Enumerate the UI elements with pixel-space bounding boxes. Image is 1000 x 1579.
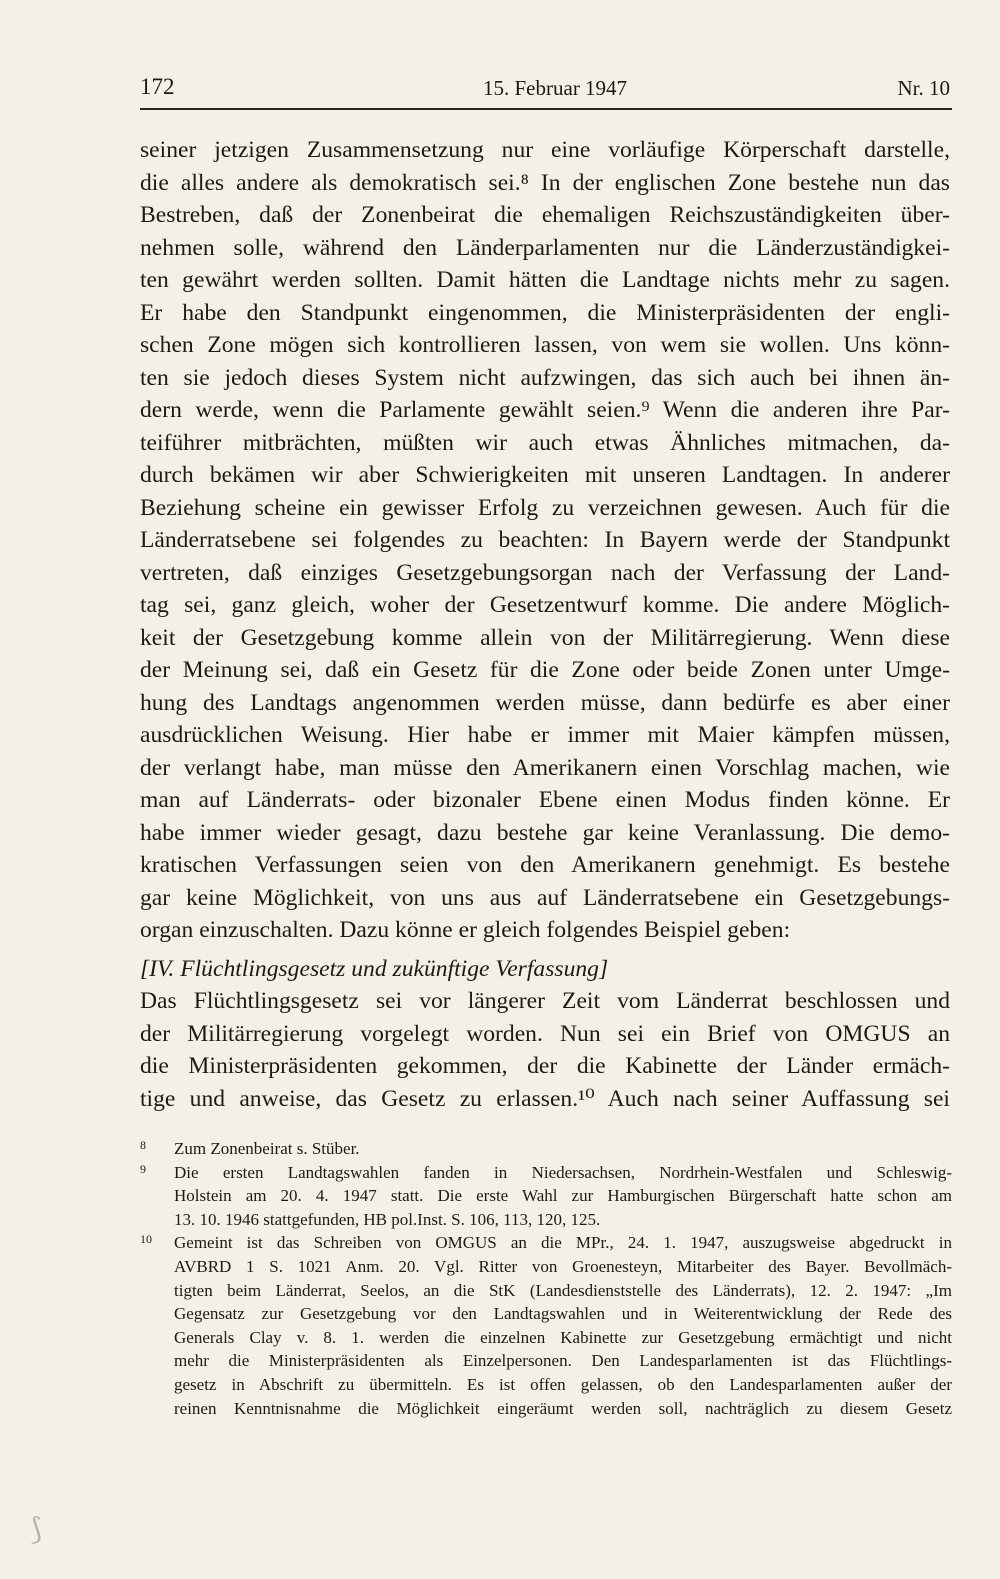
footnote-line: Die ersten Landtagswahlen fanden in Niedersachsen, Nordrhein-Westfalen und Schleswig- <box>174 1162 952 1182</box>
text-line: man auf Länderrats- oder bizonaler Ebene einen Modus finden könne. Er <box>140 787 950 813</box>
text-line: gar keine Möglichkeit, von uns aus auf Länderratsebene ein Gesetzgebungs- <box>140 884 950 911</box>
footnote-line: gesetz in Abschrift zu übermitteln. Es ist offen gelassen, ob den Landesparlamenten außer der <box>174 1374 952 1394</box>
footnote-number: 8 <box>140 1138 146 1152</box>
text-line: Das Flüchtlingsgesetz sei vor längerer Zeit vom Länderrat beschlossen und <box>140 988 950 1014</box>
text-line: der Meinung sei, daß ein Gesetz für die Zone oder beide Zonen unter Umge- <box>140 657 950 683</box>
section-heading: [IV. Flüchtlingsgesetz und zukünftige Verfassung] <box>140 955 609 982</box>
text-line: keit der Gesetzgebung komme allein von der Militärregierung. Wenn diese <box>140 624 950 651</box>
footnote-number: 9 <box>140 1161 146 1176</box>
document-number: Nr. 10 <box>897 76 950 100</box>
page-corner-mark: ⟆ <box>30 1513 42 1546</box>
footnote-line: Generals Clay v. 8. 1. werden die einzelnen Kabinette zur Gesetzgebung ermächtigt und nicht <box>174 1327 952 1347</box>
header-date: 15. Februar 1947 <box>483 76 628 100</box>
text-line: durch bekämen wir aber Schwierigkeiten mit unseren Landtagen. In anderer <box>140 462 950 488</box>
text-line: der Militärregierung vorgelegt worden. Nun sei ein Brief von OMGUS an <box>140 1020 950 1047</box>
text-line: schen Zone mögen sich kontrollieren lassen, von wem sie wollen. Uns könn- <box>140 332 950 358</box>
text-line: Bestreben, daß der Zonenbeirat die ehemaligen Reichszuständigkeiten über- <box>140 202 950 228</box>
footnote-number: 10 <box>140 1232 152 1247</box>
footnotes <box>140 1137 952 1420</box>
text-line: Länderratsebene sei folgendes zu beachten: In Bayern werde der Standpunkt <box>140 527 950 553</box>
footnote-line: Holstein am 20. 4. 1947 statt. Die erste Wahl zur Hamburgischen Bürgerschaft hatte schon am <box>174 1186 952 1206</box>
text-line: kratischen Verfassungen seien von den Amerikanern genehmigt. Es bestehe <box>140 852 950 878</box>
footnote-line: tigten beim Länderrat, Seelos, an die StK (Landesdienststelle des Länderrats), 12. 2. 1947: „Im <box>174 1280 952 1300</box>
text-line: habe immer wieder gesagt, dazu bestehe gar keine Veranlassung. Die demo- <box>140 819 950 846</box>
footnote <box>140 1137 952 1161</box>
footnote-line: AVBRD 1 S. 1021 Anm. 20. Vgl. Ritter von Groenesteyn, Mitarbeiter des Bayer. Bevollmäch- <box>174 1256 952 1276</box>
text-line: teiführer mitbrächten, müßten wir auch etwas Ähnliches mitmachen, da- <box>140 429 950 456</box>
footnote-line: Gemeint ist das Schreiben von OMGUS an die MPr., 24. 1. 1947, auszugsweise abgedruckt in <box>174 1233 952 1253</box>
text-line: hung des Landtags angenommen werden müsse, dann bedürfe es aber einer <box>140 689 950 716</box>
text-line: die Ministerpräsidenten gekommen, der die Kabinette der Länder ermäch- <box>140 1053 950 1079</box>
footnote <box>140 1231 952 1420</box>
text-line: die alles andere als demokratisch sei.⁸ In der englischen Zone bestehe nun das <box>140 169 950 196</box>
text-line: tige und anweise, das Gesetz zu erlassen.¹⁰ Auch nach seiner Auffassung sei <box>140 1085 950 1112</box>
footnote-line: Zum Zonenbeirat s. Stüber. <box>174 1139 360 1158</box>
text-line: Beziehung scheine ein gewisser Erfolg zu verzeichnen gewesen. Auch für die <box>140 494 950 521</box>
footnote <box>140 1161 952 1232</box>
text-line: organ einzuschalten. Dazu könne er gleich folgendes Beispiel geben: <box>140 917 791 943</box>
text-line: vertreten, daß einziges Gesetzgebungsorgan nach der Verfassung der Land- <box>140 559 950 586</box>
footnote-line: Gegensatz zur Gesetzgebung vor den Landtagswahlen und in Weiterentwicklung der Rede des <box>174 1304 952 1324</box>
text-line: ausdrücklichen Weisung. Hier habe er immer mit Maier kämpfen müssen, <box>140 722 950 748</box>
running-header <box>140 74 950 106</box>
text-line: ten gewährt werden sollten. Damit hätten die Landtage nichts mehr zu sagen. <box>140 267 950 293</box>
text-line: nehmen solle, während den Länderparlamenten nur die Länderzuständigkei- <box>140 234 950 261</box>
text-line: ten sie jedoch dieses System nicht aufzwingen, das sich auch bei ihnen än- <box>140 364 950 391</box>
text-line: Er habe den Standpunkt eingenommen, die Ministerpräsidenten der engli- <box>140 299 950 326</box>
header-rule <box>140 108 952 110</box>
footnote-line: 13. 10. 1946 stattgefunden, HB pol.Inst. S. 106, 113, 120, 125. <box>174 1209 601 1229</box>
footnote-line: mehr die Ministerpräsidenten als Einzelpersonen. Den Landesparlamenten ist das Flüchtlings- <box>174 1351 952 1371</box>
text-line: der verlangt habe, man müsse den Amerikanern einen Vorschlag machen, wie <box>140 754 950 781</box>
main-text <box>140 134 950 1115</box>
page-number: 172 <box>140 74 175 99</box>
text-line: tag sei, ganz gleich, woher der Gesetzentwurf komme. Die andere Möglich- <box>140 592 950 618</box>
text-line: seiner jetzigen Zusammensetzung nur eine vorläufige Körperschaft darstelle, <box>140 137 950 163</box>
text-line: dern werde, wenn die Parlamente gewählt seien.⁹ Wenn die anderen ihre Par- <box>140 397 950 423</box>
footnote-line: reinen Kenntnisnahme die Möglichkeit eingeräumt werden soll, nachträglich zu diesem Gesetz <box>174 1398 952 1418</box>
